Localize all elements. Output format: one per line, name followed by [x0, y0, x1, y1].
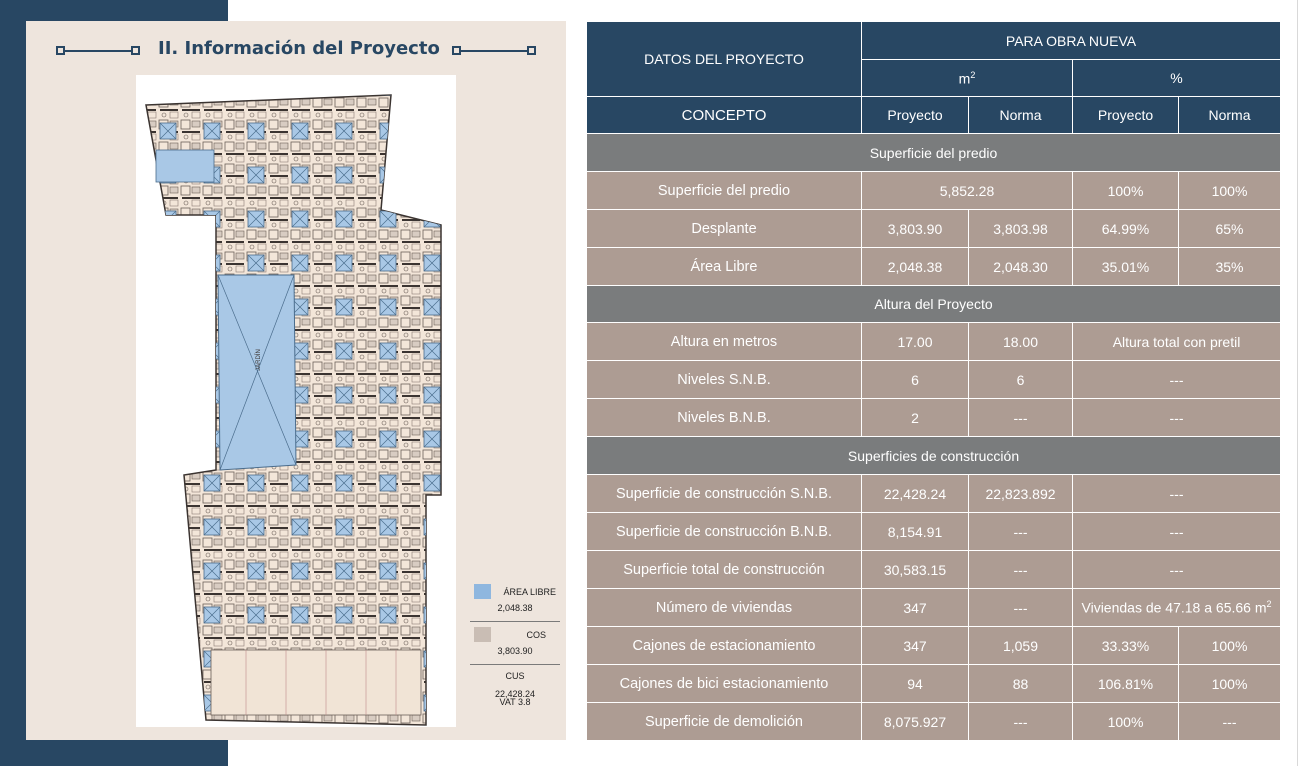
- table-row: Cajones de estacionamiento 347 1,059 33.33% 100%: [587, 627, 1281, 665]
- legend-divider: [470, 621, 560, 622]
- norma-header: Norma: [1179, 97, 1281, 134]
- obra-nueva-header: PARA OBRA NUEVA: [862, 22, 1281, 60]
- legend-label: COS: [526, 630, 546, 640]
- legend-label: ÁREA LIBRE: [503, 587, 556, 597]
- project-info-panel: [26, 21, 566, 740]
- table-row: Número de viviendas 347 --- Viviendas de 47.18 a 65.66 $m^2$: [587, 589, 1281, 627]
- floor-plan-image: [136, 75, 456, 727]
- norma-header: Norma: [969, 97, 1073, 134]
- table-row: Superficie total de construcción 30,583.15 --- ---: [587, 551, 1281, 589]
- legend-value: 2,048.38: [497, 603, 533, 613]
- section-row-altura: Altura del Proyecto: [587, 286, 1281, 323]
- proyecto-header: Proyecto: [862, 97, 969, 134]
- garden-label: JARDÍN: [256, 349, 262, 371]
- percent-header: %: [1073, 60, 1281, 97]
- legend-value: 3,803.90: [497, 646, 533, 656]
- plan-legend: [470, 581, 560, 709]
- decorative-line-right: [452, 46, 536, 56]
- table-row: Niveles S.N.B. 6 6 ---: [587, 361, 1281, 399]
- area-libre-swatch: [474, 584, 491, 599]
- table-row: Área Libre 2,048.38 2,048.30 35.01% 35%: [587, 248, 1281, 286]
- proyecto-header: Proyecto: [1073, 97, 1179, 134]
- cos-swatch: [474, 627, 491, 642]
- section-header: [26, 38, 566, 62]
- table-row: Desplante 3,803.90 3,803.98 64.99% 65%: [587, 210, 1281, 248]
- concepto-header: CONCEPTO: [587, 97, 862, 134]
- legend-vat-value: VAT 3.8: [499, 697, 531, 707]
- table-row: Superficie del predio 5,852.28 100% 100%: [587, 172, 1281, 210]
- table-row: Altura en metros 17.00 18.00 Altura total con pretil: [587, 323, 1281, 361]
- table-row: Superficie de demolición 8,075.927 --- 100% ---: [587, 703, 1281, 741]
- decorative-line-left: [56, 46, 140, 56]
- table-row: Cajones de bici estacionamiento 94 88 106.81% 100%: [587, 665, 1281, 703]
- page-edge-line: [1297, 0, 1298, 766]
- table-row: Superficie de construcción S.N.B. 22,428.24 22,823.892 ---: [587, 475, 1281, 513]
- legend-cus-label: CUS: [505, 671, 525, 681]
- section-row-predio: Superficie del predio: [587, 134, 1281, 172]
- legend-area-libre: [470, 581, 560, 601]
- legend-divider: [470, 664, 560, 665]
- datos-header: DATOS DEL PROYECTO: [587, 22, 862, 97]
- legend-cus-value: 22,428.24: [494, 689, 536, 699]
- project-data-table: [586, 21, 1281, 741]
- legend-cos: [470, 624, 560, 644]
- table-row: Niveles B.N.B. 2 --- ---: [587, 399, 1281, 437]
- section-title: II. Información del Proyecto: [158, 38, 440, 59]
- table-row: Superficie de construcción B.N.B. 8,154.91 --- ---: [587, 513, 1281, 551]
- section-row-construccion: Superficies de construcción: [587, 437, 1281, 475]
- m2-header: $m^2$: [862, 60, 1073, 97]
